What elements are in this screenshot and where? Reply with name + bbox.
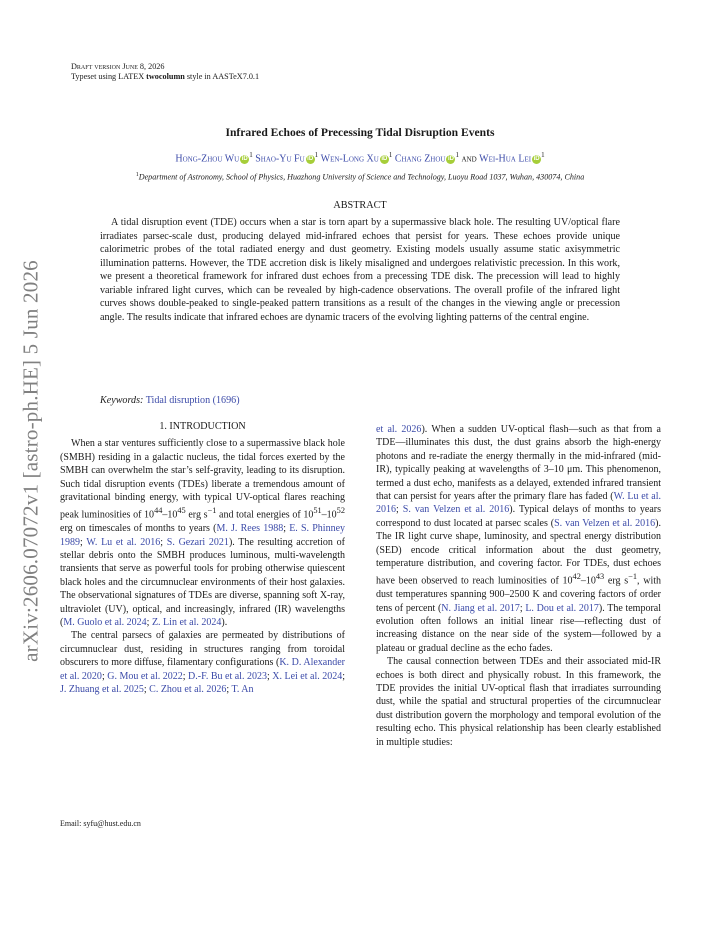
text: erg s xyxy=(185,509,208,521)
keywords-label: Keywords: xyxy=(100,395,144,406)
text: ). The temporal evolution often follows an initial linear rise—reflecting dust of increasing distance on the near side of the system—followed by a plateau or gradual decline as the echo fades. xyxy=(376,602,661,654)
text: ; xyxy=(146,617,152,629)
keyword-link[interactable]: Tidal disruption (1696) xyxy=(145,395,240,406)
orcid-icon[interactable]: iD xyxy=(241,156,248,163)
exponent: −1 xyxy=(207,506,217,516)
text: ; xyxy=(342,670,346,682)
orcid-icon[interactable]: iD xyxy=(381,156,388,163)
typeset-post: style in AASTeX7.0.1 xyxy=(184,72,260,81)
exponent: 42 xyxy=(572,572,581,582)
intro-paragraph-1 xyxy=(60,437,345,629)
text: When a star ventures sufficiently close to a supermassive black hole (SMBH) residing in a galactic nucleus, the tidal forces exerted by the SMBH can overwhelm the star’s self-gravity, leading to its disruption. Such tidal disruption events (TDEs) liberate a tremendous amount of gravitational binding energy, with typical UV-optical flares reaching peak luminosities of 10 xyxy=(60,438,345,521)
citation-link[interactable]: W. Lu et al. 2016 xyxy=(376,491,662,516)
author-affiliation: 1 xyxy=(249,151,253,159)
text: ; xyxy=(519,602,526,614)
affiliation xyxy=(0,172,720,182)
text: ). The resulting accretion of stellar debris onto the SMBH produces luminous, multi-wavelength transients that serve as powerful tools for probing otherwise quiescent black holes and the circumnuclear environments of their host galaxies. The observational signatures of TDEs are diverse, spanning soft X-ray, ultraviolet (UV), optical, and increasingly, infrared (IR) wavelengths ( xyxy=(60,536,345,629)
text: ). Typical delays of months to years correspond to dust located at parsec scales ( xyxy=(376,504,661,529)
section-heading: 1. INTRODUCTION xyxy=(159,421,246,432)
citation-link[interactable]: D.-F. Bu et al. 2023 xyxy=(188,670,267,682)
citation-link[interactable]: E. S. Phinney 1989 xyxy=(60,523,346,548)
text: –10 xyxy=(321,509,337,521)
text: ). xyxy=(221,617,228,629)
citation-link[interactable]: S. van Velzen et al. 2016 xyxy=(554,517,656,529)
author-name[interactable]: Hong-Zhou Wu xyxy=(175,153,240,165)
exponent: 44 xyxy=(154,506,163,516)
exponent: −1 xyxy=(628,572,637,582)
abstract-text: A tidal disruption event (TDE) occurs when a star is torn apart by a supermassive black hole. The resulting UV/optical flare irradiates parsec-scale dust, producing delayed mid-infrared echoes that persist for years. These echoes provide unique calorimetric probes of the total radiated energy and dust geometry. Existing models usually assume static axisymmetric illumination patterns. However, the TDE accretion disk is likely misaligned and undergoes relativistic precession. In this work, we present a theoretical framework for infrared dust echoes from a precessing TDE disk. The precession will lead to highly variable infrared light curves, which can be revealed by high-cadence observations. The overall profile of the infrared light curves shows double-peaked to single-peaked pattern transitions as a result of the changes in the viewing angle or precession angle. The results indicate that infrared echoes are dynamic tracers of the evolving lighting patterns of the central engine. xyxy=(100,217,620,323)
text: –10 xyxy=(580,575,596,587)
orcid-icon[interactable]: iD xyxy=(533,156,540,163)
exponent: 52 xyxy=(336,506,345,516)
text: erg s xyxy=(604,575,629,587)
text: ; xyxy=(396,504,403,516)
typeset-line xyxy=(71,72,259,82)
intro-paragraph-2-cont xyxy=(376,423,661,655)
text: ; xyxy=(226,684,232,696)
text: ; xyxy=(283,523,290,535)
intro-paragraph-3: The causal connection between TDEs and their associated mid-IR echoes is both direct and physically robust. In this framework, the TDE provides the initial UV-optical flash that irradiates surrounding dust, while the spatial and structural properties of the circumnuclear dust distribution govern the morphology and temporal evolution of the resulting echo. This physical relationship has been clearly established in multiple studies: xyxy=(376,656,661,748)
citation-link[interactable]: M. Guolo et al. 2024 xyxy=(63,617,147,629)
citation-link[interactable]: W. Lu et al. 2016 xyxy=(86,536,161,548)
citation-link[interactable]: T. An xyxy=(231,684,254,696)
text: ; xyxy=(80,536,87,548)
email-footnote: Email: syfu@hust.edu.cn xyxy=(60,819,141,828)
intro-paragraph-2 xyxy=(60,629,345,696)
author-affiliation: 1 xyxy=(388,151,393,159)
affiliation-text: Department of Astronomy, School of Physics, Huazhong University of Science and Technology, Luoyu Road 1037, Wuhan, 430074, China xyxy=(138,172,585,182)
text: –10 xyxy=(162,509,178,521)
left-column xyxy=(60,420,345,696)
citation-link[interactable]: S. van Velzen et al. 2016 xyxy=(402,504,510,516)
paper-title: Infrared Echoes of Precessing Tidal Disruption Events xyxy=(225,126,495,139)
affiliation-number: 1 xyxy=(135,172,139,178)
author-list xyxy=(0,151,720,164)
orcid-icon[interactable]: iD xyxy=(447,156,454,163)
text: ; xyxy=(143,684,150,696)
text: ). When a sudden UV-optical flash—such as that from a TDE—illuminates this dust, the dust grains absorb the high-energy photons and re-radiate the energy thermally in the mid-infrared (mid-IR), typically peaking at wavelengths of 3–10 μm. This phenomenon, termed a dust echo, manifests as a delayed, extended infrared transient that can persist for years after the primary flare has faded ( xyxy=(376,424,661,503)
citation-link[interactable]: C. Zhou et al. 2026 xyxy=(149,684,227,696)
text: ; xyxy=(160,536,167,548)
author-name[interactable]: Chang Zhou xyxy=(394,153,446,165)
citation-link[interactable]: M. J. Rees 1988 xyxy=(216,523,284,535)
text: and total energies of 10 xyxy=(216,509,314,521)
text: erg on timescales of months to years ( xyxy=(60,523,217,535)
citation-link[interactable]: G. Mou et al. 2022 xyxy=(107,670,183,682)
and-text: and xyxy=(461,153,477,165)
text: ; xyxy=(266,670,273,682)
typeset-pre: Typeset using xyxy=(71,72,119,81)
latex-logo: LATEX xyxy=(118,72,145,81)
abstract-heading: ABSTRACT xyxy=(333,200,387,211)
typeset-bold: twocolumn xyxy=(146,72,185,81)
citation-link[interactable]: Z. Lin et al. 2024 xyxy=(151,617,222,629)
text: ; xyxy=(182,670,189,682)
citation-link[interactable]: et al. 2026 xyxy=(376,424,422,435)
text: , with dust temperatures spanning 900–2500 K and covering factors of order tens of percent ( xyxy=(376,575,661,614)
author-name[interactable]: Shao-Yu Fu xyxy=(255,153,305,165)
author-affiliation: 1 xyxy=(455,151,459,159)
citation-link[interactable]: J. Zhuang et al. 2025 xyxy=(60,684,144,696)
citation-link[interactable]: S. Gezari 2021 xyxy=(166,536,229,548)
arxiv-stamp: arXiv:2606.07072v1 [astro-ph.HE] 5 Jun 2026 xyxy=(18,260,43,662)
orcid-icon[interactable]: iD xyxy=(307,156,314,163)
author-name[interactable]: Wei-Hua Lei xyxy=(479,153,532,165)
exponent: 45 xyxy=(177,506,186,516)
citation-link[interactable]: L. Dou et al. 2017 xyxy=(525,602,599,614)
text: ). The IR light curve shape, luminosity, and spectral energy distribution (SED) encode critical information about the dust geometry, temperature distribution, and covering factor. For TDEs, dust echoes have been observed to reach luminosities of 10 xyxy=(376,517,661,587)
citation-link[interactable]: X. Lei et al. 2024 xyxy=(272,670,343,682)
exponent: 43 xyxy=(595,572,605,582)
author-affiliation: 1 xyxy=(314,151,319,159)
citation-link[interactable]: N. Jiang et al. 2017 xyxy=(441,602,520,614)
author-affiliation: 1 xyxy=(541,151,545,159)
exponent: 51 xyxy=(313,506,322,516)
text: The central parsecs of galaxies are permeated by distributions of circumnuclear dust, residing in structures ranging from toroidal obscurers to more diffuse, filamentary configurations ( xyxy=(60,630,345,669)
text: ; xyxy=(101,670,108,682)
draft-version: Draft version June 8, 2026 xyxy=(71,62,165,71)
citation-link[interactable]: K. D. Alexander et al. 2020 xyxy=(60,657,345,682)
right-column xyxy=(376,423,661,749)
draft-header xyxy=(71,62,259,82)
keywords xyxy=(100,395,240,406)
author-name[interactable]: Wen-Long Xu xyxy=(320,153,379,165)
